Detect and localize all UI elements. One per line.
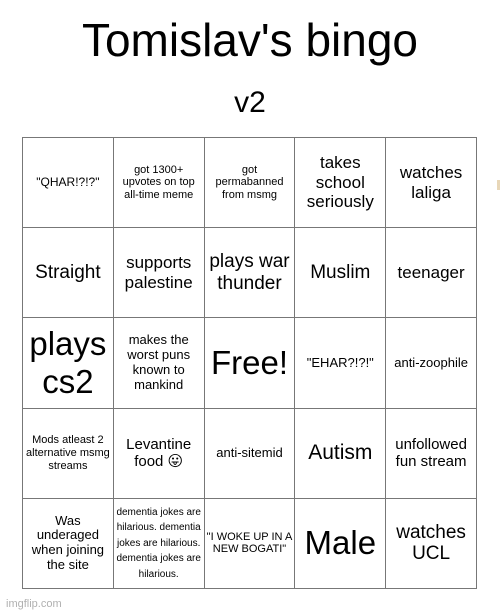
bingo-cell [295,499,386,589]
bingo-cell [205,499,296,589]
bingo-cell-text: plays war thunder [209,250,290,294]
bingo-cell-text: Autism [308,441,373,465]
bingo-cell [205,409,296,499]
bingo-cell [295,318,386,408]
bingo-cell-text: takes school seriously [306,153,374,212]
bingo-cell-text: teenager [397,263,465,283]
bingo-cell-text: unfollowed fun stream [395,435,467,471]
bingo-cell [23,499,114,589]
bingo-cell-text: Straight [35,261,101,283]
bingo-cell-text: plays cs2 [29,325,107,400]
bingo-cell-text: got 1300+ upvotes on top all-time meme [122,163,195,201]
bingo-cell [386,138,477,228]
bingo-cell [23,318,114,408]
bingo-cell [114,409,205,499]
bingo-cell [386,318,477,408]
bingo-cell [295,138,386,228]
bingo-cell-text: makes the worst puns known to mankind [127,332,191,392]
bingo-cell-text: "QHAR!?!?" [36,174,100,189]
bingo-grid [22,137,477,589]
bingo-cell-text: Was underaged when joining the site [31,512,105,573]
bingo-cell [23,138,114,228]
bingo-cell [386,409,477,499]
bingo-cell-text: Male [304,524,377,562]
page-title: Tomislav's bingo [81,14,419,66]
bingo-cell [114,318,205,408]
page-subtitle: v2 [234,86,266,119]
bingo-cell-text: anti-zoophile [394,354,468,370]
bingo-cell-text: Levantine food 😛 [126,435,192,471]
bingo-cell [386,499,477,589]
watermark: imgflip.com [6,598,62,610]
bingo-cell [23,409,114,499]
bingo-cell-text: watches UCL [396,521,466,565]
bingo-cell-text: dementia jokes are hilarious. dementia jokes are hilarious. dementia jokes are hilarious. [116,506,201,580]
bingo-cell-text: supports palestine [124,253,193,292]
bingo-cell [205,228,296,318]
bingo-cell [295,228,386,318]
bingo-cell-text: Muslim [310,261,371,283]
bingo-cell-text: got permabanned from msmg [215,163,284,201]
bingo-cell [114,499,205,589]
bingo-cell [114,138,205,228]
bingo-cell-text: "EHAR?!?!" [306,354,374,370]
bingo-cell-text: "I WOKE UP IN A NEW BOGATI" [206,530,293,556]
bingo-cell-text: watches laliga [399,163,463,202]
bingo-cell [295,409,386,499]
bingo-cell-text: Free! [210,344,288,382]
bingo-cell-free [205,318,296,408]
bingo-cell [23,228,114,318]
bingo-cell-text: Mods atleast 2 alternative msmg streams [26,434,110,472]
bingo-cell [114,228,205,318]
bingo-cell [386,228,477,318]
bingo-cell-text: anti-sitemid [216,444,283,460]
bingo-cell [205,138,296,228]
